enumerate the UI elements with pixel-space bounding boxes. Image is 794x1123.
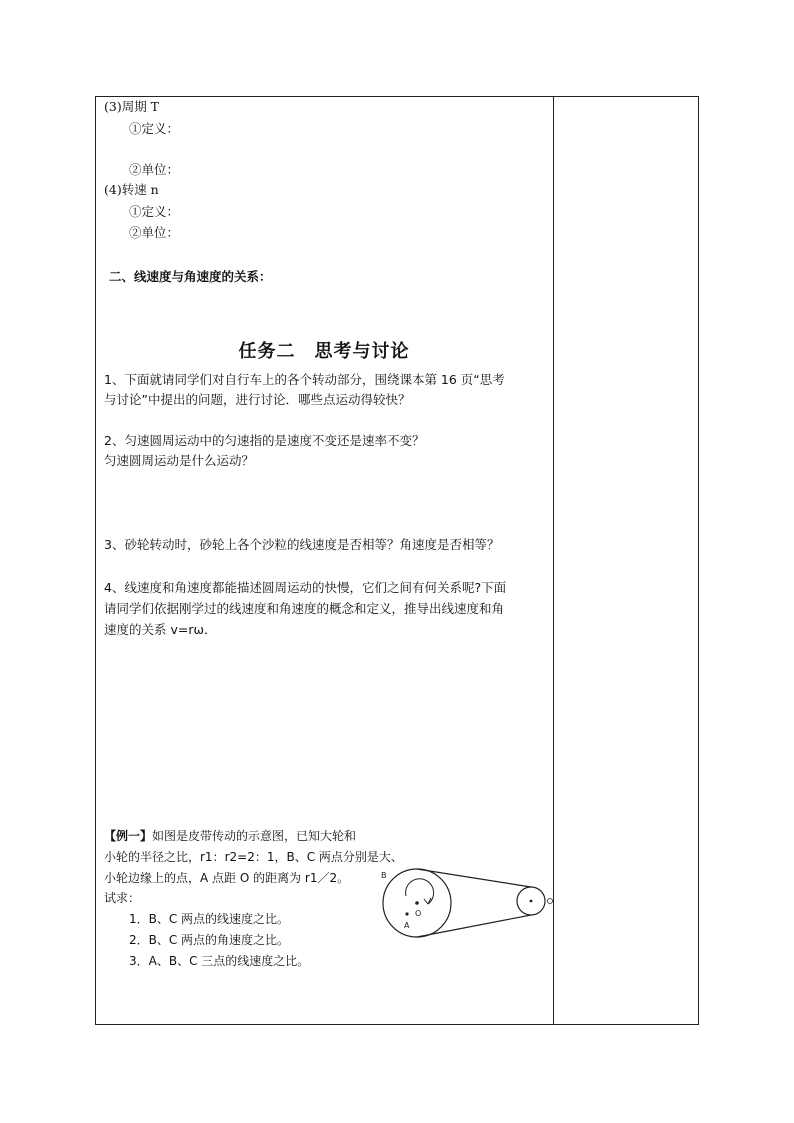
example-ask: 试求： bbox=[104, 891, 141, 905]
rotation-arrowhead bbox=[424, 898, 431, 904]
section-heading-relation: 二、线速度与角速度的关系： bbox=[109, 269, 272, 284]
belt-top bbox=[417, 869, 531, 887]
question-4-line-3: 速度的关系 v=rω． bbox=[104, 622, 217, 637]
task-title: 任务二 思考与讨论 bbox=[238, 341, 410, 362]
label-o: O bbox=[415, 909, 422, 918]
belt-bottom bbox=[417, 915, 531, 937]
period-definition: ①定义： bbox=[129, 121, 180, 136]
question-4-line-2: 请同学们依据刚学过的线速度和角速度的概念和定义，推导出线速度和角 bbox=[104, 601, 505, 616]
example-line-1 bbox=[104, 828, 356, 844]
example-item-2: 2．B、C 两点的角速度之比。 bbox=[129, 933, 290, 947]
label-b: B bbox=[381, 871, 387, 880]
example-intro: 如图是皮带传动的示意图，已知大轮和 bbox=[152, 829, 357, 843]
speed-heading: (4)转速 n bbox=[104, 182, 159, 197]
center-point-o bbox=[415, 901, 419, 905]
small-wheel-center bbox=[530, 900, 533, 903]
example-tag: 【例一】 bbox=[104, 829, 153, 843]
belt-drive-diagram bbox=[376, 866, 556, 948]
question-2-line-1: 2、匀速圆周运动中的匀速指的是速度不变还是速率不变？ bbox=[104, 433, 425, 448]
question-4-line-1: 4、线速度和角速度都能描述圆周运动的快慢，它们之间有何关系呢?下面 bbox=[104, 580, 507, 595]
period-heading: (3)周期 T bbox=[104, 99, 160, 114]
question-1-line-1: 1、下面就请同学们对自行车上的各个转动部分，围绕课本第 16 页“思考 bbox=[104, 372, 505, 387]
point-c bbox=[548, 899, 553, 904]
example-item-1: 1．B、C 两点的线速度之比。 bbox=[129, 912, 290, 926]
point-a bbox=[405, 912, 408, 915]
speed-unit: ②单位： bbox=[129, 225, 180, 240]
period-unit: ②单位： bbox=[129, 162, 180, 177]
example-line-3: 小轮边缘上的点，A 点距 O 的距离为 r1／2。 bbox=[104, 871, 350, 885]
example-item-3: 3．A、B、C 三点的线速度之比。 bbox=[129, 954, 310, 968]
example-line-2: 小轮的半径之比，r1：r2=2：1，B、C 两点分别是大、 bbox=[104, 850, 403, 864]
question-2-line-2: 匀速圆周运动是什么运动？ bbox=[104, 453, 255, 468]
label-a: A bbox=[404, 921, 410, 930]
question-1-line-2: 与讨论”中提出的问题，进行讨论．哪些点运动得较快？ bbox=[104, 392, 411, 407]
question-3: 3、砂轮转动时，砂轮上各个沙粒的线速度是否相等？角速度是否相等？ bbox=[104, 537, 500, 552]
speed-definition: ①定义： bbox=[129, 204, 180, 219]
